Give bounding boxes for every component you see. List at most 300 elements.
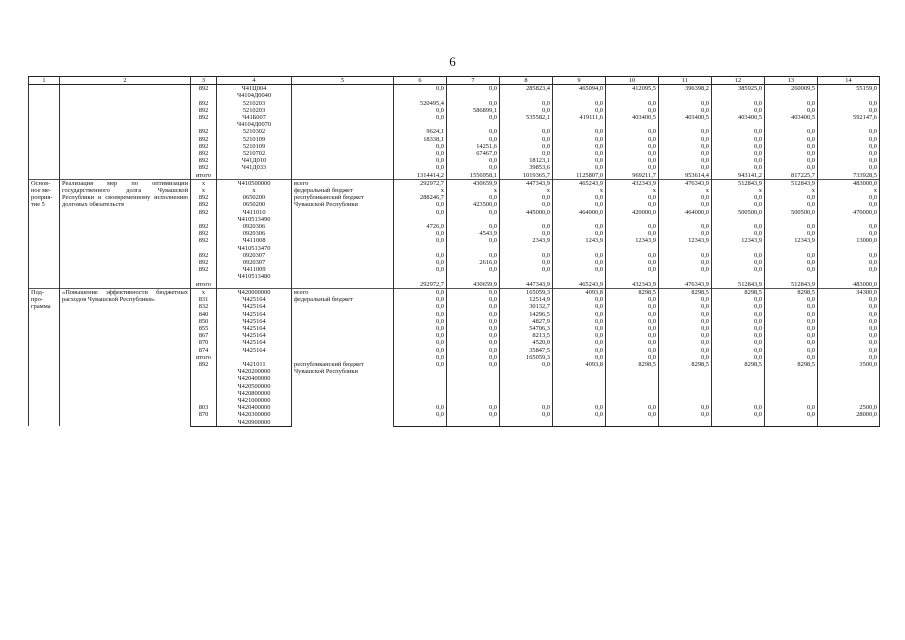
code-cell: Ч411009 Ч410513480 <box>217 266 292 280</box>
code-cell: Ч420400000 <box>217 404 292 411</box>
empty-cell <box>292 311 394 318</box>
code-cell: 892 <box>191 266 217 280</box>
value-cell: 483000,0 <box>818 179 880 187</box>
row-group-description: Реализация мер по оптимизации государственного долга Чувашской Республики и своевременному исполнению долговых обязательств <box>60 179 191 288</box>
value-cell: x <box>553 187 606 194</box>
value-cell: 0,0 <box>553 339 606 346</box>
code-cell: 831 <box>191 296 217 303</box>
value-cell: 476343,9 <box>659 179 712 187</box>
value-cell: 0,0 <box>765 347 818 354</box>
value-cell: 4726,0 <box>394 223 447 230</box>
value-cell: 0,0 <box>394 325 447 332</box>
code-cell: Ч425164 <box>217 318 292 325</box>
code-cell: 803 <box>191 404 217 411</box>
value-cell: x <box>765 187 818 194</box>
code-cell: Ч425164 <box>217 303 292 310</box>
empty-cell <box>292 157 394 164</box>
value-cell: 447343,9 <box>500 179 553 187</box>
code-cell: 0920307 <box>217 259 292 266</box>
value-cell: 0,0 <box>818 339 880 346</box>
value-cell: 0,0 <box>553 266 606 280</box>
value-cell: 0,0 <box>659 332 712 339</box>
value-cell: 0,0 <box>394 201 447 208</box>
value-cell: 12343,9 <box>606 237 659 251</box>
source-cell: федеральный бюджет <box>292 187 394 194</box>
value-cell: 0,0 <box>553 332 606 339</box>
value-cell: 0,0 <box>447 318 500 325</box>
value-cell: 4520,0 <box>500 339 553 346</box>
header-cell-3: 3 <box>191 77 217 85</box>
value-cell: 0,0 <box>606 404 659 411</box>
value-cell: 0,0 <box>818 325 880 332</box>
code-cell: 892 <box>191 259 217 266</box>
value-cell: 0,0 <box>394 318 447 325</box>
value-cell: 0,0 <box>606 354 659 361</box>
value-cell: 535582,1 <box>500 114 553 128</box>
value-cell: 55159,0 <box>818 85 880 100</box>
value-cell: 8298,5 <box>606 361 659 404</box>
row-group-description: «Повышение эффективности бюджетных расходов Чувашской Республики» <box>60 288 191 426</box>
value-cell: 0,0 <box>394 107 447 114</box>
value-cell: 4093,8 <box>553 288 606 296</box>
value-cell: 0,0 <box>553 128 606 135</box>
value-cell: 0,0 <box>765 325 818 332</box>
empty-cell <box>29 172 60 180</box>
value-cell: 0,0 <box>818 157 880 164</box>
empty-cell <box>292 209 394 223</box>
code-cell <box>217 172 292 180</box>
value-cell: 0,0 <box>500 201 553 208</box>
value-cell: 0,0 <box>394 303 447 310</box>
code-cell: 870 <box>191 411 217 426</box>
value-cell: 0,0 <box>712 157 765 164</box>
empty-cell <box>292 266 394 280</box>
value-cell: 0,0 <box>606 223 659 230</box>
value-cell: 0,0 <box>500 143 553 150</box>
code-cell: 892 <box>191 201 217 208</box>
code-cell: Ч411008 Ч410513470 <box>217 237 292 251</box>
code-cell: 892 <box>191 237 217 251</box>
value-cell: 0,0 <box>553 259 606 266</box>
value-cell: 0,0 <box>447 404 500 411</box>
empty-cell <box>60 128 191 135</box>
value-cell: 0,0 <box>447 252 500 259</box>
code-cell: Ч41Б007 Ч4104Д0070 <box>217 114 292 128</box>
value-cell: 0,0 <box>765 230 818 237</box>
value-cell: 0,0 <box>659 339 712 346</box>
code-cell: Ч425164 <box>217 311 292 318</box>
value-cell: 0,0 <box>394 150 447 157</box>
value-cell: 0,0 <box>818 100 880 107</box>
value-cell: 0,0 <box>447 164 500 171</box>
value-cell: 0,0 <box>500 230 553 237</box>
value-cell: 18123,1 <box>500 157 553 164</box>
empty-cell <box>292 354 394 361</box>
value-cell: 0,0 <box>659 347 712 354</box>
value-cell: 0,0 <box>500 136 553 143</box>
empty-cell <box>292 303 394 310</box>
empty-cell <box>60 100 191 107</box>
empty-cell <box>292 230 394 237</box>
value-cell: 0,0 <box>712 354 765 361</box>
value-cell: 0,0 <box>818 332 880 339</box>
value-cell: 420000,0 <box>606 209 659 223</box>
value-cell: 0,0 <box>500 194 553 201</box>
source-cell: всего <box>292 179 394 187</box>
empty-cell <box>60 164 191 171</box>
value-cell: 0,0 <box>818 201 880 208</box>
code-cell <box>217 354 292 361</box>
value-cell: 0,0 <box>447 332 500 339</box>
value-cell: 0,0 <box>394 311 447 318</box>
empty-cell <box>292 332 394 339</box>
value-cell: 430659,9 <box>447 179 500 187</box>
value-cell: 0,0 <box>818 143 880 150</box>
value-cell: 0,0 <box>606 230 659 237</box>
code-cell: 892 <box>191 209 217 223</box>
value-cell: 0,0 <box>659 100 712 107</box>
value-cell: 0,0 <box>659 311 712 318</box>
value-cell: 0,0 <box>553 150 606 157</box>
value-cell: 0,0 <box>818 266 880 280</box>
empty-cell <box>292 281 394 289</box>
value-cell: 0,0 <box>659 223 712 230</box>
value-cell: 0,0 <box>712 150 765 157</box>
value-cell: 0,0 <box>447 85 500 100</box>
value-cell: 0,0 <box>765 194 818 201</box>
value-cell: 0,0 <box>500 150 553 157</box>
code-cell: 5210702 <box>217 150 292 157</box>
code-cell: 892 <box>191 107 217 114</box>
value-cell: 0,0 <box>394 237 447 251</box>
header-cell-6: 6 <box>394 77 447 85</box>
value-cell: 0,0 <box>712 223 765 230</box>
code-cell: 850 <box>191 318 217 325</box>
value-cell: 0,0 <box>712 259 765 266</box>
code-cell: 892 <box>191 230 217 237</box>
value-cell: 1556958,1 <box>447 172 500 180</box>
header-cell-12: 12 <box>712 77 765 85</box>
value-cell: 0,0 <box>712 347 765 354</box>
value-cell: 0,0 <box>500 107 553 114</box>
value-cell: 0,0 <box>712 339 765 346</box>
value-cell: 385925,0 <box>712 85 765 100</box>
value-cell: 0,0 <box>553 354 606 361</box>
value-cell: 465094,0 <box>553 85 606 100</box>
value-cell: 0,0 <box>712 252 765 259</box>
value-cell: 0,0 <box>394 164 447 171</box>
value-cell: 2343,9 <box>500 237 553 251</box>
value-cell: 9624,1 <box>394 128 447 135</box>
value-cell: 0,0 <box>765 332 818 339</box>
value-cell: 500500,0 <box>712 209 765 223</box>
code-cell: 892 <box>191 128 217 135</box>
value-cell: x <box>606 187 659 194</box>
value-cell: 0,0 <box>553 325 606 332</box>
value-cell: 0,0 <box>447 194 500 201</box>
value-cell: 14296,5 <box>500 311 553 318</box>
value-cell: 2500,0 <box>818 404 880 411</box>
value-cell: 0,0 <box>712 318 765 325</box>
header-cell-8: 8 <box>500 77 553 85</box>
value-cell: 0,0 <box>553 303 606 310</box>
code-cell: 892 <box>191 143 217 150</box>
value-cell: 8298,5 <box>659 361 712 404</box>
value-cell: 0,0 <box>500 100 553 107</box>
empty-cell <box>292 318 394 325</box>
value-cell: 0,0 <box>659 411 712 426</box>
value-cell: 512843,9 <box>712 281 765 289</box>
value-cell: 0,0 <box>659 136 712 143</box>
value-cell: 0,0 <box>765 303 818 310</box>
empty-cell <box>292 252 394 259</box>
empty-cell <box>60 157 191 164</box>
value-cell: 0,0 <box>818 230 880 237</box>
value-cell: 0,0 <box>712 128 765 135</box>
value-cell: 512843,9 <box>712 179 765 187</box>
empty-cell <box>292 136 394 143</box>
value-cell: 0,0 <box>765 223 818 230</box>
value-cell: 0,0 <box>447 325 500 332</box>
value-cell: 0,0 <box>818 136 880 143</box>
value-cell: 0,0 <box>500 259 553 266</box>
table-row <box>29 179 880 187</box>
empty-cell <box>29 114 60 128</box>
value-cell: 18338,1 <box>394 136 447 143</box>
value-cell: 0,0 <box>447 136 500 143</box>
table-row <box>29 128 880 135</box>
value-cell: 403400,5 <box>606 114 659 128</box>
value-cell: 0,0 <box>659 143 712 150</box>
code-cell: 867 <box>191 332 217 339</box>
value-cell: 0,0 <box>818 223 880 230</box>
budget-table <box>28 76 880 427</box>
value-cell: 0,0 <box>606 411 659 426</box>
value-cell: 0,0 <box>394 332 447 339</box>
code-cell: Ч425164 <box>217 339 292 346</box>
value-cell: 0,0 <box>447 128 500 135</box>
value-cell: 0,0 <box>553 230 606 237</box>
value-cell: 260009,5 <box>765 85 818 100</box>
empty-cell <box>292 223 394 230</box>
value-cell: 12343,9 <box>765 237 818 251</box>
value-cell: 432343,9 <box>606 179 659 187</box>
value-cell: 0,0 <box>447 347 500 354</box>
value-cell: 0,0 <box>712 311 765 318</box>
table-row <box>29 150 880 157</box>
table-row <box>29 85 880 100</box>
value-cell: 0,0 <box>447 311 500 318</box>
value-cell: 0,0 <box>765 150 818 157</box>
value-cell: 0,0 <box>765 259 818 266</box>
value-cell: 432343,9 <box>606 281 659 289</box>
value-cell: 0,0 <box>394 266 447 280</box>
value-cell: 0,0 <box>553 404 606 411</box>
value-cell: 0,0 <box>712 164 765 171</box>
value-cell: 0,0 <box>606 252 659 259</box>
code-cell: 5210302 <box>217 128 292 135</box>
code-cell: 892 <box>191 100 217 107</box>
empty-cell <box>29 100 60 107</box>
value-cell: 943141,2 <box>712 172 765 180</box>
source-cell: республиканский бюджет Чувашской Республики <box>292 361 394 426</box>
code-cell: 0650200 <box>217 194 292 201</box>
value-cell: 0,0 <box>394 354 447 361</box>
value-cell: x <box>500 187 553 194</box>
header-cell-14: 14 <box>818 77 880 85</box>
row-group-label: Основ- ное ме- роприя- тие 5 <box>29 179 60 288</box>
value-cell: 0,0 <box>394 143 447 150</box>
value-cell: 0,0 <box>659 354 712 361</box>
value-cell: 0,0 <box>712 296 765 303</box>
value-cell: 0,0 <box>606 107 659 114</box>
value-cell: 403400,5 <box>659 114 712 128</box>
value-cell: 8298,5 <box>606 288 659 296</box>
value-cell: 1314414,2 <box>394 172 447 180</box>
value-cell: 0,0 <box>553 411 606 426</box>
value-cell: 0,0 <box>606 157 659 164</box>
value-cell: 0,0 <box>553 347 606 354</box>
code-cell: Ч420300000 Ч420900000 <box>217 411 292 426</box>
empty-cell <box>29 143 60 150</box>
empty-cell <box>292 347 394 354</box>
value-cell: 592147,6 <box>818 114 880 128</box>
value-cell: 483000,0 <box>818 281 880 289</box>
value-cell: 8298,5 <box>659 288 712 296</box>
value-cell: 403400,5 <box>765 114 818 128</box>
value-cell: 0,0 <box>765 100 818 107</box>
value-cell: 0,0 <box>500 223 553 230</box>
value-cell: 0,0 <box>606 164 659 171</box>
value-cell: 0,0 <box>818 164 880 171</box>
code-cell: x <box>217 187 292 194</box>
value-cell: 0,0 <box>606 194 659 201</box>
value-cell: 465243,9 <box>553 179 606 187</box>
empty-cell <box>292 237 394 251</box>
value-cell: x <box>712 187 765 194</box>
header-cell-2: 2 <box>60 77 191 85</box>
value-cell: 0,0 <box>447 354 500 361</box>
value-cell: 0,0 <box>818 259 880 266</box>
value-cell: 0,0 <box>447 411 500 426</box>
value-cell: 0,0 <box>765 404 818 411</box>
value-cell: 0,0 <box>712 136 765 143</box>
empty-cell <box>60 150 191 157</box>
value-cell: 0,0 <box>394 114 447 128</box>
value-cell: 0,0 <box>447 157 500 164</box>
value-cell: 0,0 <box>818 303 880 310</box>
empty-cell <box>292 172 394 180</box>
source-cell: федеральный бюджет <box>292 296 394 303</box>
code-cell: x <box>191 179 217 187</box>
table-row <box>29 288 880 296</box>
value-cell: 0,0 <box>394 361 447 404</box>
value-cell: 0,0 <box>712 332 765 339</box>
value-cell: 0,0 <box>553 107 606 114</box>
value-cell: 0,0 <box>500 266 553 280</box>
value-cell: 0,0 <box>765 296 818 303</box>
value-cell: 969211,7 <box>606 172 659 180</box>
value-cell: 0,0 <box>765 164 818 171</box>
value-cell: 0,0 <box>765 107 818 114</box>
value-cell: 0,0 <box>712 194 765 201</box>
value-cell: 0,0 <box>394 288 447 296</box>
value-cell: 445000,0 <box>500 209 553 223</box>
value-cell: 292972,7 <box>394 281 447 289</box>
value-cell: 0,0 <box>712 303 765 310</box>
value-cell: 0,0 <box>659 230 712 237</box>
empty-cell <box>29 157 60 164</box>
value-cell: 0,0 <box>659 164 712 171</box>
value-cell: 13000,0 <box>818 237 880 251</box>
value-cell: 0,0 <box>606 201 659 208</box>
value-cell: 0,0 <box>712 100 765 107</box>
empty-cell <box>292 85 394 100</box>
value-cell: 412095,5 <box>606 85 659 100</box>
value-cell: 0,0 <box>712 404 765 411</box>
empty-cell <box>292 339 394 346</box>
code-cell: 5210109 <box>217 143 292 150</box>
value-cell: 0,0 <box>659 259 712 266</box>
value-cell: 0,0 <box>553 201 606 208</box>
value-cell: 0,0 <box>659 150 712 157</box>
value-cell: 0,0 <box>659 128 712 135</box>
value-cell: 292972,7 <box>394 179 447 187</box>
value-cell: x <box>447 187 500 194</box>
value-cell: 0,0 <box>500 404 553 411</box>
value-cell: 3500,0 <box>818 361 880 404</box>
value-cell: 733928,5 <box>818 172 880 180</box>
value-cell: 464000,0 <box>659 209 712 223</box>
empty-cell <box>292 164 394 171</box>
value-cell: 0,0 <box>712 230 765 237</box>
value-cell: 0,0 <box>765 339 818 346</box>
value-cell: 0,0 <box>500 128 553 135</box>
value-cell: 4093,8 <box>553 361 606 404</box>
empty-cell <box>292 100 394 107</box>
table-row <box>29 136 880 143</box>
code-cell <box>217 281 292 289</box>
value-cell: 0,0 <box>606 325 659 332</box>
value-cell: 0,0 <box>447 209 500 223</box>
value-cell: 4543,9 <box>447 230 500 237</box>
value-cell: 0,0 <box>765 311 818 318</box>
value-cell: x <box>394 187 447 194</box>
value-cell: 0,0 <box>818 354 880 361</box>
value-cell: 0,0 <box>818 150 880 157</box>
value-cell: 1019365,7 <box>500 172 553 180</box>
table-row <box>29 100 880 107</box>
code-cell: 0650200 <box>217 201 292 208</box>
value-cell: 0,0 <box>606 347 659 354</box>
value-cell: 12514,9 <box>500 296 553 303</box>
value-cell: 288246,7 <box>394 194 447 201</box>
value-cell: 430659,9 <box>447 281 500 289</box>
value-cell: 8298,5 <box>765 361 818 404</box>
empty-cell <box>292 143 394 150</box>
value-cell: 0,0 <box>447 303 500 310</box>
empty-cell <box>292 114 394 128</box>
value-cell: 0,0 <box>712 266 765 280</box>
row-group-label: Под- про- грамма <box>29 288 60 426</box>
code-cell: Ч425164 <box>217 325 292 332</box>
header-cell-7: 7 <box>447 77 500 85</box>
value-cell: 0,0 <box>606 259 659 266</box>
value-cell: 0,0 <box>659 252 712 259</box>
code-cell: 892 <box>191 157 217 164</box>
value-cell: 0,0 <box>500 252 553 259</box>
value-cell: 0,0 <box>394 230 447 237</box>
